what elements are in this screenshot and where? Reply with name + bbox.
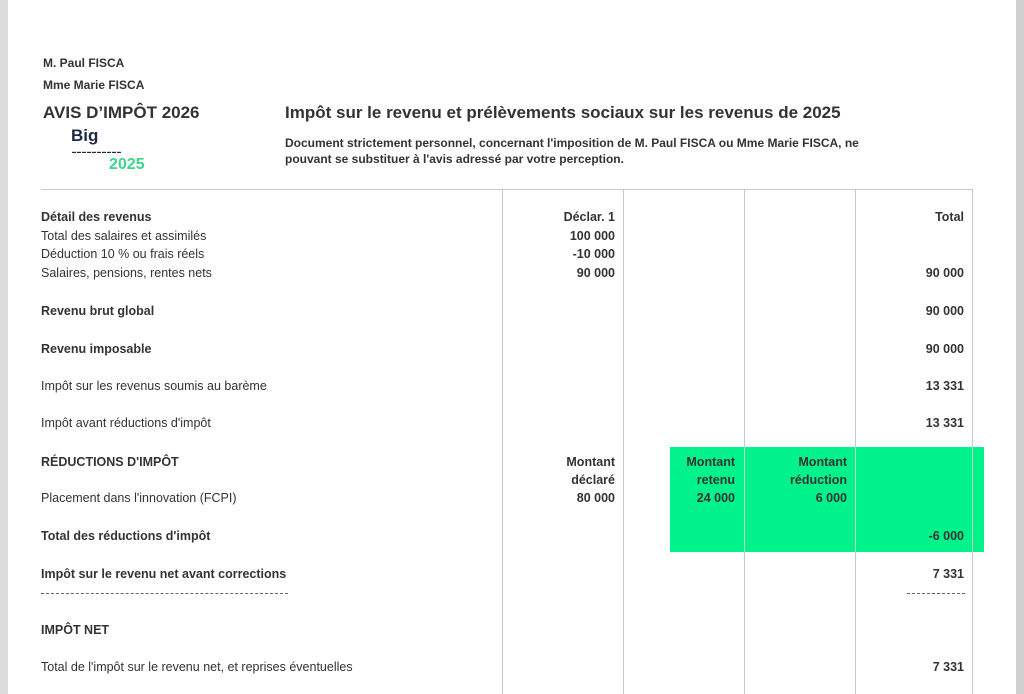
tax-notice-page [8, 0, 1016, 694]
column-divider [744, 190, 745, 694]
column-divider [972, 190, 973, 694]
scale-tax-label: Impôt sur les revenus soumis au barème [41, 379, 267, 393]
taxable-income-label: Revenu imposable [41, 342, 152, 356]
page-edge-shadow [1016, 0, 1024, 694]
net-salaries-label: Salaires, pensions, rentes nets [41, 266, 212, 280]
fcpi-retained: 24 000 [696, 491, 735, 505]
declared-amount-header-1: Montant [566, 455, 615, 469]
taxpayer-name-2: Mme Marie FISCA [43, 78, 145, 92]
net-salaries-declar: 90 000 [576, 266, 615, 280]
reductions-header: RÉDUCTIONS D'IMPÔT [41, 455, 179, 469]
declar-column-header: Déclar. 1 [563, 210, 615, 224]
net-before-corrections-total: 7 331 [932, 567, 964, 581]
dashed-separator [907, 593, 965, 594]
column-divider [623, 190, 624, 694]
gross-income-total: 90 000 [925, 304, 964, 318]
salaries-declar: 100 000 [569, 229, 615, 243]
reduction-amount-header-1: Montant [798, 455, 847, 469]
total-column-header: Total [935, 210, 964, 224]
net-before-corrections-label: Impôt sur le revenu net avant corrections [41, 567, 287, 581]
salaries-label: Total des salaires et assimilés [41, 229, 207, 243]
dashed-separator [41, 593, 288, 594]
notice-title: AVIS D’IMPÔT 2026 [43, 103, 200, 122]
reduction-amount-header-2: réduction [790, 473, 847, 487]
retained-amount-header-1: Montant [686, 455, 735, 469]
taxpayer-name-1: M. Paul FISCA [43, 56, 125, 70]
deduction-label: Déduction 10 % ou frais réels [41, 247, 205, 261]
fcpi-declared: 80 000 [576, 491, 615, 505]
fcpi-label: Placement dans l'innovation (FCPI) [41, 491, 237, 505]
total-reductions-value: -6 000 [928, 529, 964, 543]
net-salaries-total: 90 000 [925, 266, 964, 280]
total-net-value: 7 331 [932, 660, 964, 674]
total-reductions-label: Total des réductions d'impôt [41, 529, 211, 543]
gross-income-label: Revenu brut global [41, 304, 155, 318]
revenue-header: Détail des revenus [41, 210, 152, 224]
taxable-income-total: 90 000 [925, 342, 964, 356]
column-divider [855, 190, 856, 694]
deduction-declar: -10 000 [572, 247, 615, 261]
table-top-border [41, 189, 973, 190]
net-tax-header: IMPÔT NET [41, 623, 110, 637]
main-title: Impôt sur le revenu et prélèvements sociaux sur les revenus de 2025 [285, 103, 841, 122]
scale-tax-total: 13 331 [925, 379, 964, 393]
total-net-label: Total de l'impôt sur le revenu net, et reprises éventuelles [41, 660, 353, 674]
tax-before-reductions-total: 13 331 [925, 416, 964, 430]
declared-amount-header-2: déclaré [571, 473, 615, 487]
tax-before-reductions-label: Impôt avant réductions d'impôt [41, 416, 211, 430]
fcpi-reduction: 6 000 [815, 491, 847, 505]
notice-line-2: pouvant se substituer à l'avis adressé par votre perception. [285, 152, 624, 166]
column-divider [502, 190, 503, 694]
retained-amount-header-2: retenu [696, 473, 735, 487]
logo-year: 2025 [109, 156, 145, 173]
logo-tagline-mark: ▬▬▬▬▬▬▬▬▬▬ [72, 149, 122, 154]
logo-name: Big [71, 126, 99, 145]
notice-line-1: Document strictement personnel, concernant l'imposition de M. Paul FISCA ou Mme Marie FISCA, ne [285, 136, 859, 150]
